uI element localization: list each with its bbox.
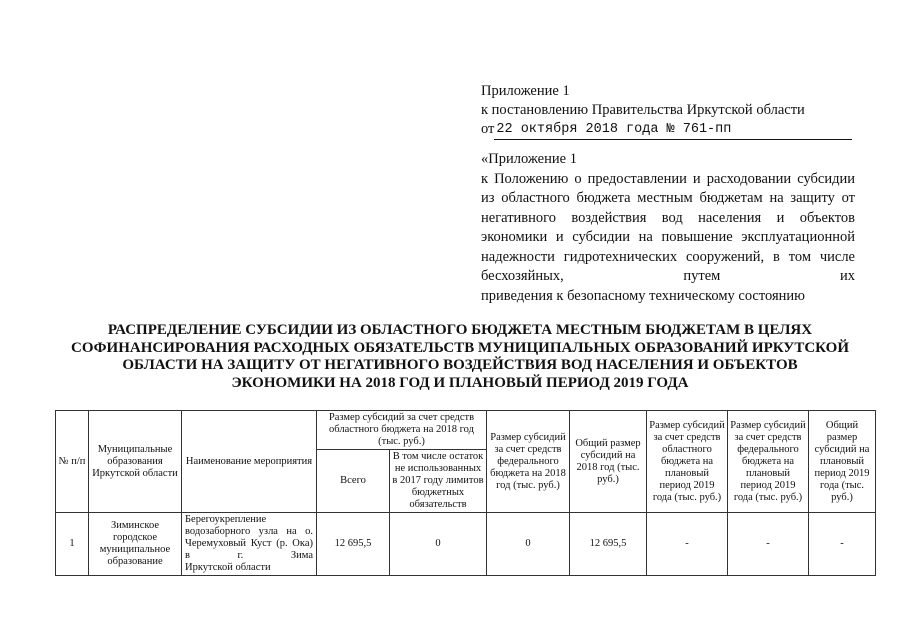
header-num: № п/п (56, 411, 89, 513)
cell-activity-last: Иркутской области (185, 562, 271, 573)
appendix-regulation-title: «Приложение 1 (481, 151, 577, 167)
header-federal-2019: Размер субсидий за счет средств федерального бюджета на плановый период 2019 года (тыс. руб.) (728, 411, 809, 513)
appendix-regulation (481, 150, 855, 306)
cell-overall-2018: 12 695,5 (570, 513, 647, 576)
subsidy-table (55, 410, 876, 576)
header-federal-2018: Размер субсидий за счет средств федерального бюджета на 2018 год (тыс. руб.) (487, 411, 570, 513)
appendix-regulation-last-line: приведения к безопасному техническому состоянию (481, 287, 806, 304)
cell-activity (182, 513, 317, 576)
cell-overall-2019: - (809, 513, 876, 576)
header-total: Всего (317, 450, 390, 513)
table-row (56, 513, 876, 576)
appendix-title: Приложение 1 (481, 83, 570, 99)
appendix-date-line (481, 120, 855, 140)
header-municipal: Муниципальные образования Иркутской области (89, 411, 182, 513)
cell-regional-2019: - (647, 513, 728, 576)
appendix-regulation-body: к Положению о предоставлении и расходовании субсидии из областного бюджета местным бюджетам на защиту от негативного воздействия вод населения и объектов экономики и субсидии на повышение эксплуатационной надежности гидротехнических сооружений, в том числе бесхозяйных, путем их (481, 170, 855, 284)
appendix-resolution: к постановлению Правительства Иркутской области (481, 102, 805, 118)
cell-including: 0 (390, 513, 487, 576)
header-overall-2019: Общий размер субсидий на плановый период 2019 года (тыс. руб.) (809, 411, 876, 513)
header-activity: Наименование мероприятия (182, 411, 317, 513)
cell-federal-2018: 0 (487, 513, 570, 576)
cell-num: 1 (56, 513, 89, 576)
header-regional-group: Размер субсидий за счет средств областного бюджета на 2018 год (тыс. руб.) (317, 411, 487, 450)
cell-municipal: Зиминское городское муниципальное образование (89, 513, 182, 576)
cell-activity-main: Берегоукрепление водозаборного узла на о. Черемуховый Куст (р. Ока) в г. Зима (185, 514, 313, 561)
date-value: 22 октября 2018 года № 761-пп (494, 120, 852, 140)
document-heading: РАСПРЕДЕЛЕНИЕ СУБСИДИИ ИЗ ОБЛАСТНОГО БЮДЖЕТА МЕСТНЫМ БЮДЖЕТАМ В ЦЕЛЯХ СОФИНАНСИРОВАНИЯ РАСХОДНЫХ ОБЯЗАТЕЛЬСТВ МУНИЦИПАЛЬНЫХ ОБРАЗОВАНИЙ ИРКУТСКОЙ ОБЛАСТИ НА ЗАЩИТУ ОТ НЕГАТИВНОГО ВОЗДЕЙСТВИЯ ВОД НАСЕЛЕНИЯ И ОБЪЕКТОВ ЭКОНОМИКИ НА 2018 ГОД И ПЛАНОВЫЙ ПЕРИОД 2019 ГОДА (70, 322, 849, 391)
cell-federal-2019: - (728, 513, 809, 576)
cell-total: 12 695,5 (317, 513, 390, 576)
header-regional-2019: Размер субсидий за счет средств областного бюджета на плановый период 2019 года (тыс. руб.) (647, 411, 728, 513)
appendix-header (481, 82, 855, 140)
date-prefix: от (481, 121, 495, 137)
table-header-row (56, 411, 876, 450)
header-including: В том числе остаток не использованных в 2017 году лимитов бюджетных обязательств (390, 450, 487, 513)
header-overall-2018: Общий размер субсидий на 2018 год (тыс. руб.) (570, 411, 647, 513)
